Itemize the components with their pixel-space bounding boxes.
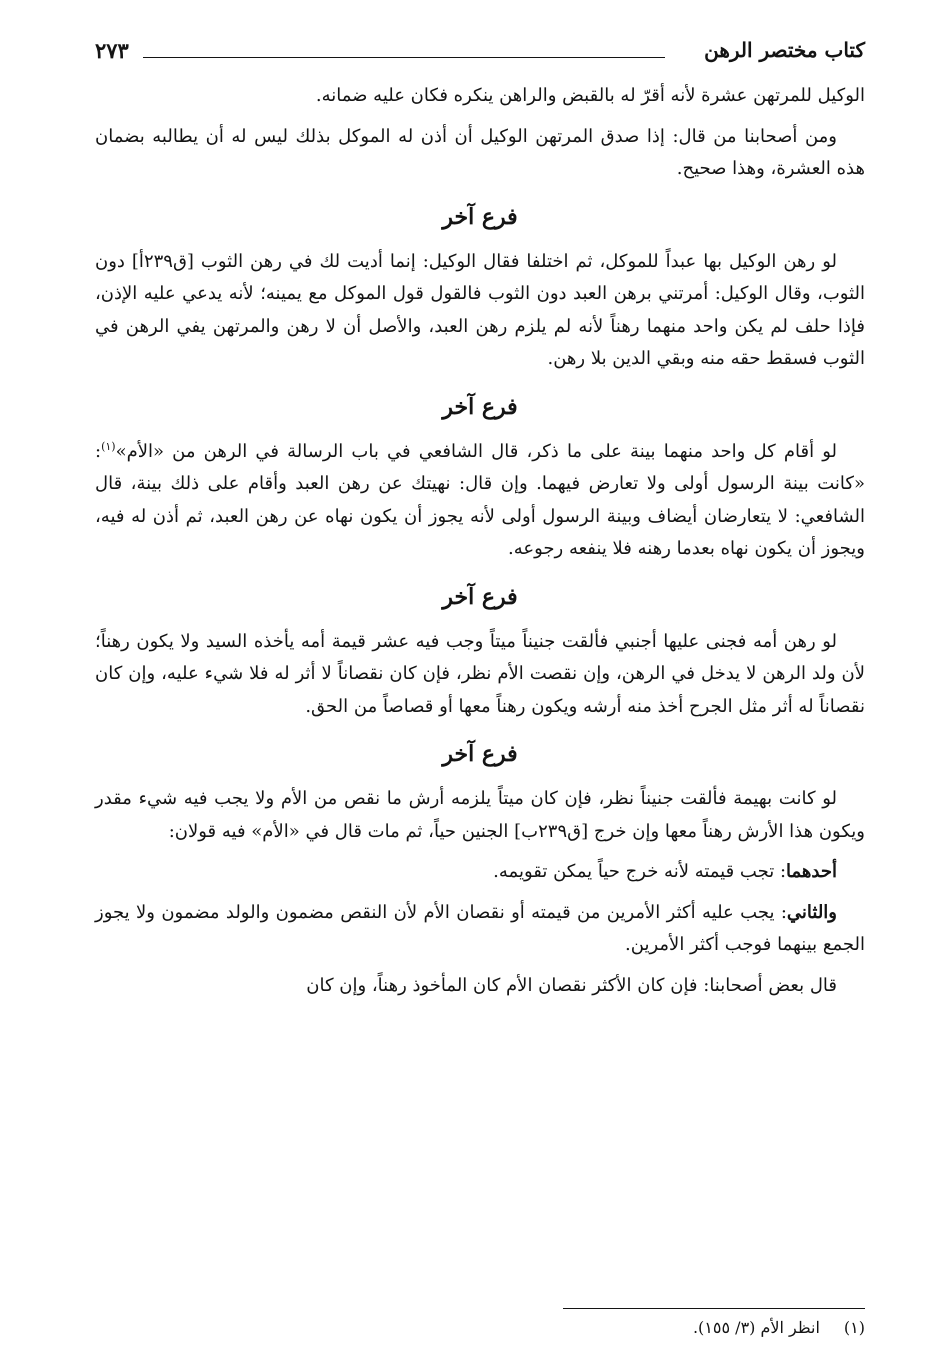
footnote-text: انظر الأم (٣/ ١٥٥). [692, 1318, 820, 1337]
footnote-divider [563, 1308, 865, 1309]
section-heading: فرع آخر [442, 203, 518, 230]
list-item [95, 897, 865, 962]
book-page [95, 0, 865, 1370]
item-text: : تجب قيمته لأنه خرج حياً يمكن تقويمه. [493, 861, 787, 882]
body-paragraph [95, 436, 865, 566]
list-item [95, 856, 865, 889]
page-body [95, 80, 865, 1010]
section-heading: فرع آخر [442, 393, 518, 420]
body-paragraph: قال بعض أصحابنا: فإن كان الأكثر نقصان الأم كان المأخوذ رهناً، وإن كان [306, 974, 837, 996]
book-title: كتاب مختصر الرهن [704, 38, 865, 62]
section-heading: فرع آخر [442, 741, 518, 767]
footnote [693, 1318, 865, 1337]
body-paragraph: ومن أصحابنا من قال: إذا صدق المرتهن الوكيل أن أذن له الموكل بذلك ليس له أن يطالبه بضمان هذه العشرة، وهذا صحيح. [95, 125, 865, 179]
header-rule [143, 57, 665, 58]
body-paragraph: الوكيل للمرتهن عشرة لأنه أقرّ له بالقبض والراهن ينكره فكان عليه ضمانه. [315, 85, 865, 106]
footnote-reference[interactable]: (١) [101, 439, 116, 453]
item-term: أحدهما [786, 861, 837, 882]
body-paragraph: لو رهن أمه فجنى عليها أجنبي فألقت جنيناً ميتاً وجب فيه عشر قيمة أمه يأخذه السيد ولا يكون رهناً؛ لأن ولد الرهن لا يدخل في الرهن، وإن نقصت الأم نظر، فإن كان نقصاناً لا أثر له فلا شيء عليه، وإن كان نقصاناً له أثر مثل الجرح أخذ منه أرشه ويكون رهناً معها أو قصاصاً من الحق. [95, 630, 865, 717]
item-text: : يجب عليه أكثر الأمرين من قيمته أو نقصان الأم لأن النقص مضمون والولد مضمون ولا يجوز الجمع بينهما فوجب أكثر الأمرين. [95, 901, 865, 955]
section-heading: فرع آخر [442, 583, 518, 610]
running-header [95, 38, 865, 68]
paragraph-text: لو أقام كل واحد منهما بينة على ما ذكر، قال الشافعي في باب الرسالة في الرهن من «الأم» [115, 440, 837, 462]
paragraph-text: : «كانت بينة الرسول أولى ولا تعارض فيهما. وإن قال: نهيتك عن رهن العبد وأقام على ذلك بينة، قال الشافعي: لا يتعارضان أيضاف وبينة الرسول أولى لأنه يجوز أن يكون نهاه عن رهن العبد، ثم أذن له فيه، ويجوز أن يكون نهاه بعدما رهنه فلا ينفعه رجوعه. [95, 440, 865, 559]
page-number: ٢٧٣ [95, 38, 129, 63]
footnote-number: (١) [843, 1318, 865, 1337]
body-paragraph: لو رهن الوكيل بها عبداً للموكل، ثم اختلفا فقال الوكيل: إنما أديت لك في رهن الثوب [ق٢٣٩أ] دون الثوب، وقال الوكيل: أمرتني برهن العبد دون الثوب فالقول قول الموكل مع يمينه؛ لأنه يدعي عليه الإذن، فإذا حلف لم يكن واحد منهما رهناً لأنه لم يلزم رهن العبد، والأصل أن لا رهن والمرتهن يفي الرهن في الثوب فسقط حقه منه وبقي الدين بلا رهن. [95, 250, 865, 369]
item-term: والثاني [786, 901, 837, 923]
body-paragraph: لو كانت بهيمة فألقت جنيناً نظر، فإن كان ميتاً يلزمه أرش ما نقص من الأم ولا يجب فيه شيء مقدر ويكون هذا الأرش رهناً معها وإن خرج [ق٢٣٩ب] الجنين حياً، ثم مات قال في «الأم» فيه قولان: [95, 788, 865, 842]
